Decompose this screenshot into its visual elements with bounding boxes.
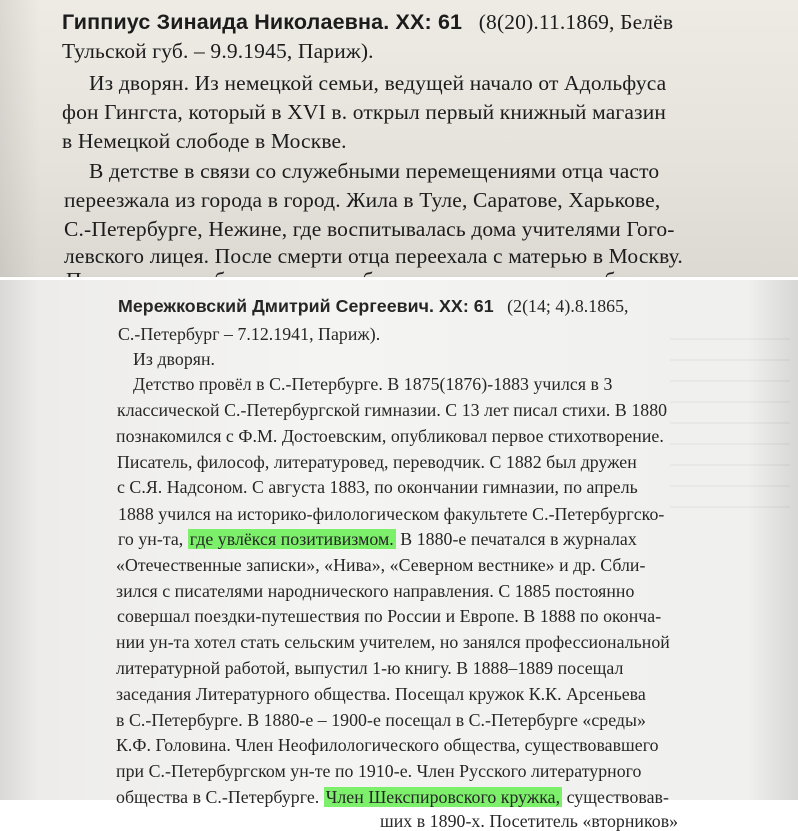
bottom-entry-heading: Мережковский Дмитрий Сергеевич. ХХ: 61 xyxy=(118,296,494,316)
text-line: Из дворян. Из немецкой семьи, ведущей начало от Адольфуса xyxy=(89,71,667,95)
text-line: К.Ф. Головина. Член Неофилологического общества, существовавшего xyxy=(116,735,659,755)
text-line: 1888 учился на историко-филологическом факультете С.-Петербургско- xyxy=(118,504,665,524)
top-entry-heading-line xyxy=(62,12,673,34)
text-line: Тульской губ. – 9.9.1945, Париж). xyxy=(62,39,374,63)
text-line: Писатель, философ, литературовед, переводчик. С 1882 был дружен xyxy=(117,452,637,472)
bottom-page-photo xyxy=(0,280,798,831)
text-line: зился с писателями народнического направления. С 1885 постоянно xyxy=(116,581,635,601)
text-fragment: существовав- xyxy=(566,787,669,807)
highlighted-phrase: где увлёкся позитивизмом. xyxy=(189,529,394,549)
text-fragment: В 1880-е печатался в журналах xyxy=(400,529,637,549)
text-line: переезжала из города в город. Жила в Туле, Саратове, Харькове, xyxy=(64,188,661,212)
page-edge-shadow xyxy=(0,280,40,800)
text-line: фон Гингста, который в XVI в. открыл первый книжный магазин xyxy=(62,100,667,124)
highlighted-phrase: Член Шекспировского кружка, xyxy=(325,787,561,807)
text-line-cut-off: ших в 1890-х. Посетитель «вторников» xyxy=(380,811,679,831)
top-page-photo xyxy=(0,0,798,280)
text-line: совершал поездки-путешествия по России и Европе. В 1888 по оконча- xyxy=(117,606,662,626)
top-entry-heading: Гиппиус Зинаида Николаевна. ХХ: 61 xyxy=(62,10,463,34)
text-fragment: общества в С.-Петербурге. xyxy=(116,787,320,807)
text-line: С.-Петербурге, Нежине, где воспитывалась дома учителями Гого- xyxy=(64,217,675,241)
text-line: в Немецкой слободе в Москве. xyxy=(62,129,347,153)
bottom-entry-dates: (2(14; 4).8.1865, xyxy=(507,296,629,316)
text-line: «Отечественные записки», «Нива», «Северном вестнике» и др. Сбли- xyxy=(116,555,646,575)
text-line: Из дворян. xyxy=(133,349,216,369)
text-line: Детство провёл в С.-Петербурге. В 1875(1876)-1883 учился в 3 xyxy=(133,374,613,394)
text-line: заседания Литературного общества. Посещал кружок К.К. Арсеньева xyxy=(116,684,646,704)
text-line: левского лицея. После смерти отца переехала с матерью в Москву. xyxy=(64,244,683,268)
text-line: В детстве в связи со служебными перемещениями отца часто xyxy=(89,159,660,183)
text-line: с С.Я. Надсоном. С августа 1883, по окончании гимназии, по апрель xyxy=(117,477,638,497)
bleed-through-text xyxy=(670,338,790,508)
text-line: литературной работой, выпустил 1-ю книгу. В 1888–1889 посещал xyxy=(116,658,624,678)
text-line: при С.-Петербургском ун-те по 1910-е. Член Русского литературного xyxy=(116,761,642,781)
page-edge-shadow xyxy=(0,0,40,280)
bottom-entry-heading-line xyxy=(118,298,629,316)
text-line: познакомился с Ф.М. Достоевским, опубликовал первое стихотворение. xyxy=(116,426,664,446)
text-line-with-highlight xyxy=(118,531,637,549)
text-line: нии ун-та хотел стать сельским учителем, но занялся профессиональной xyxy=(116,632,670,652)
text-fragment: го ун-та, xyxy=(118,529,184,549)
text-line: классической С.-Петербургской гимназии. С 13 лет писал стихи. В 1880 xyxy=(117,400,668,420)
top-entry-dates: (8(20).11.1869, Белёв xyxy=(478,10,674,34)
text-line: в С.-Петербурге. В 1880-е – 1900-е посещал в С.-Петербурге «среды» xyxy=(116,710,646,730)
text-line: С.-Петербург – 7.12.1941, Париж). xyxy=(118,324,381,344)
text-line-with-highlight xyxy=(116,789,669,807)
